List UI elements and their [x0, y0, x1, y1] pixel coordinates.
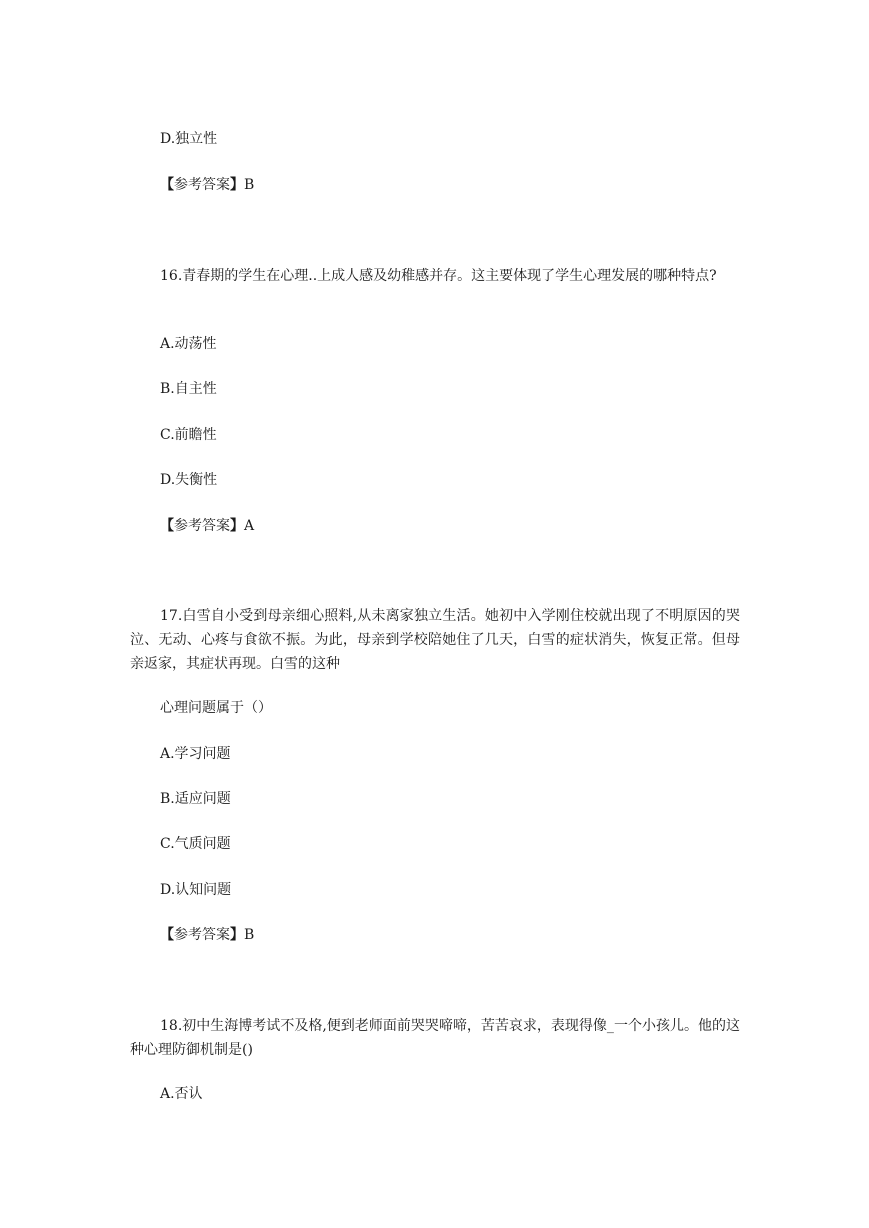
answer-label: 参考答案	[174, 177, 230, 193]
answer-close-bracket: 】	[230, 518, 244, 534]
q16-option-b: B.自主性	[160, 381, 217, 397]
q16-stem: 16.青春期的学生在心理..上成人感及幼稚感并存。这主要体现了学生心理发展的哪种特点?	[160, 268, 717, 284]
q18-option-a: A.否认	[160, 1086, 203, 1102]
answer-open-bracket: 【	[160, 927, 174, 943]
q17-option-d: D.认知问题	[160, 882, 232, 898]
answer-open-bracket: 【	[160, 177, 174, 193]
q17-answer	[160, 925, 254, 945]
q17-option-b: B.适应问题	[160, 791, 231, 807]
q17-stem: 17.白雪自小受到母亲细心照料,从未离家独立生活。她初中入学刚住校就出现了不明原因的哭泣、无动、心疼与食欲不振。为此，母亲到学校陪她住了几天，白雪的症状消失，恢复正常。但母亲返家，其症状再现。白雪的这种	[130, 608, 740, 672]
q17-option-c: C.气质问题	[160, 836, 231, 852]
answer-value: B	[244, 177, 255, 193]
answer-close-bracket: 】	[230, 927, 244, 943]
q15-answer	[160, 175, 254, 195]
q16-answer	[160, 516, 254, 536]
q15-option-d: D.独立性	[160, 131, 218, 147]
q16-option-a: A.动荡性	[160, 336, 217, 352]
q16-option-c: C.前瞻性	[160, 427, 217, 443]
answer-open-bracket: 【	[160, 518, 174, 534]
q17-option-a: A.学习问题	[160, 746, 231, 762]
answer-value: A	[244, 518, 255, 534]
answer-label: 参考答案	[174, 518, 230, 534]
answer-close-bracket: 】	[230, 177, 244, 193]
q16-option-d: D.失衡性	[160, 472, 218, 488]
q17-stem-continued: 心理问题属于（）	[160, 700, 272, 716]
answer-label: 参考答案	[174, 927, 230, 943]
answer-value: B	[244, 927, 255, 943]
q18-stem: 18.初中生海博考试不及格,便到老师面前哭哭啼啼，苦苦哀求，表现得像_一个小孩儿。他的这种心理防御机制是()	[130, 1018, 740, 1058]
